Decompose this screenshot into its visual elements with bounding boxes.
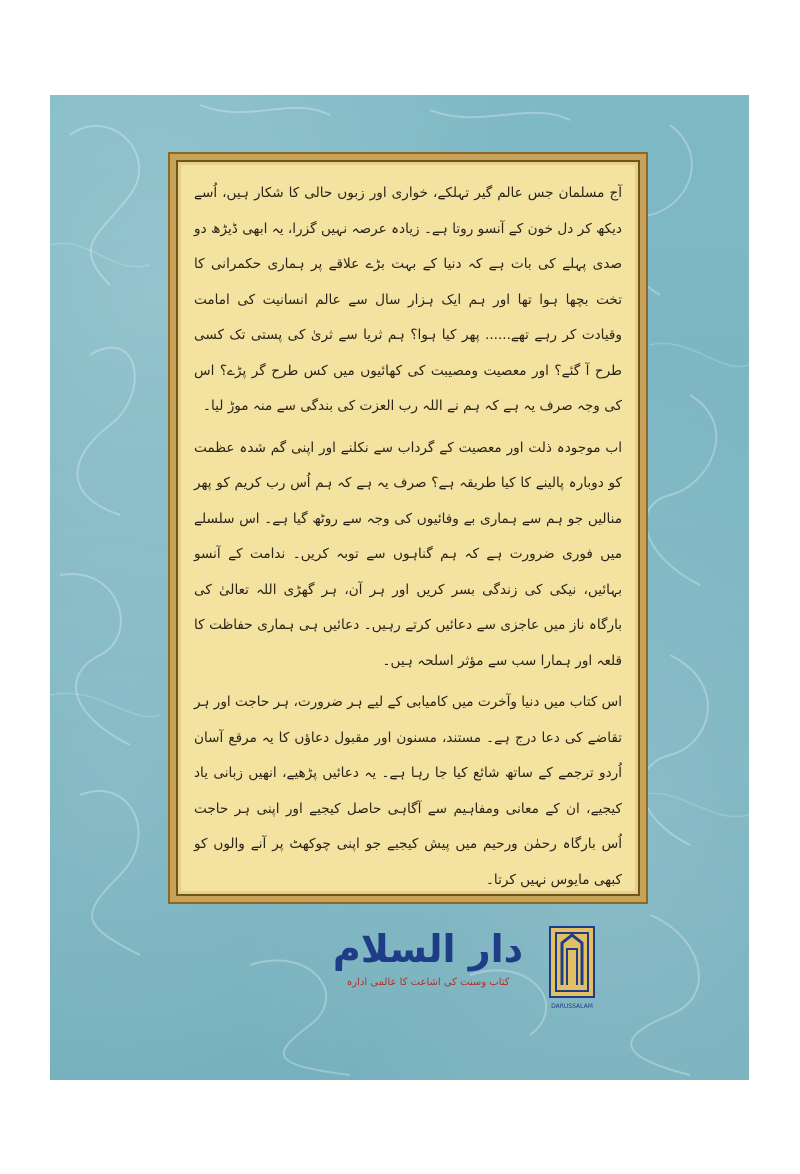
publisher-name: دار السلام xyxy=(332,927,524,971)
text-panel-frame xyxy=(168,152,648,904)
publisher-emblem-icon xyxy=(548,925,596,1003)
book-back-cover xyxy=(50,95,749,1080)
text-panel xyxy=(176,160,640,896)
paragraph-1: آج مسلمان جس عالم گیر تہلکے، خواری اور زبوں حالی کا شکار ہیں، اُسے دیکھ کر دل خون کے آنسو روتا ہے۔ زیادہ عرصہ نہیں گزرا، یہ ابھی ڈیڑھ دو صدی پہلے کی بات ہے کہ دنیا کے بہت بڑے علاقے پر ہماری حکمرانی کا تخت بچھا ہوا تھا اور ہم ایک ہزار سال سے عالم انسانیت کی امامت وقیادت کر رہے تھے...... پھر کیا ہوا؟ ہم ثریا سے ثریٰ کی پستی تک کسی طرح آ گئے؟ اور معصیت ومصیبت کی کھائیوں میں کس طرح گر پڑے؟ اس کی وجہ صرف یہ ہے کہ ہم نے اللہ رب العزت کی بندگی سے منہ موڑ لیا۔ xyxy=(194,185,622,414)
description-text xyxy=(194,176,622,898)
paragraph-3: اس کتاب میں دنیا وآخرت میں کامیابی کے لیے ہر ضرورت، ہر حاجت اور ہر تقاضے کی دعا درج ہے۔ مستند، مسنون اور مقبول دعاؤں کا یہ مرقع آسان اُردو ترجمے کے ساتھ شائع کیا جا رہا ہے۔ یہ دعائیں پڑھیے، انھیں زبانی یاد کیجیے، ان کے معانی ومفاہیم سے آگاہی حاصل کیجیے اور اپنی ہر حاجت اُس بارگاہ رحمٰن ورحیم میں پیش کیجیے جو اپنی چوکھٹ پر آنے والوں کو کبھی مایوس نہیں کرتا۔ xyxy=(194,694,622,888)
publisher-emblem-label: DARUSSALAM xyxy=(551,1003,593,1010)
publisher-tagline: کتاب وسنت کی اشاعت کا عالمی ادارہ xyxy=(346,977,510,988)
publisher-logo xyxy=(308,925,608,1015)
paragraph-2: اب موجودہ ذلت اور معصیت کے گرداب سے نکلنے اور اپنی گم شدہ عظمت کو دوبارہ پالینے کا کیا طریقہ ہے؟ صرف یہ ہے کہ ہم اُس رب کریم کو پھر منالیں جو ہم سے ہماری بے وفائیوں کی وجہ سے روٹھ گیا ہے۔ اس سلسلے میں فوری ضرورت ہے کہ ہم گناہوں سے توبہ کریں۔ ندامت کے آنسو بہائیں، نیکی کی زندگی بسر کریں اور ہر آن، ہر گھڑی اللہ تعالیٰ کی بارگاہ ناز میں عاجزی سے دعائیں کرتے رہیں۔ دعائیں ہی ہماری حفاظت کا قلعہ اور ہمارا سب سے مؤثر اسلحہ ہیں۔ xyxy=(194,439,622,669)
